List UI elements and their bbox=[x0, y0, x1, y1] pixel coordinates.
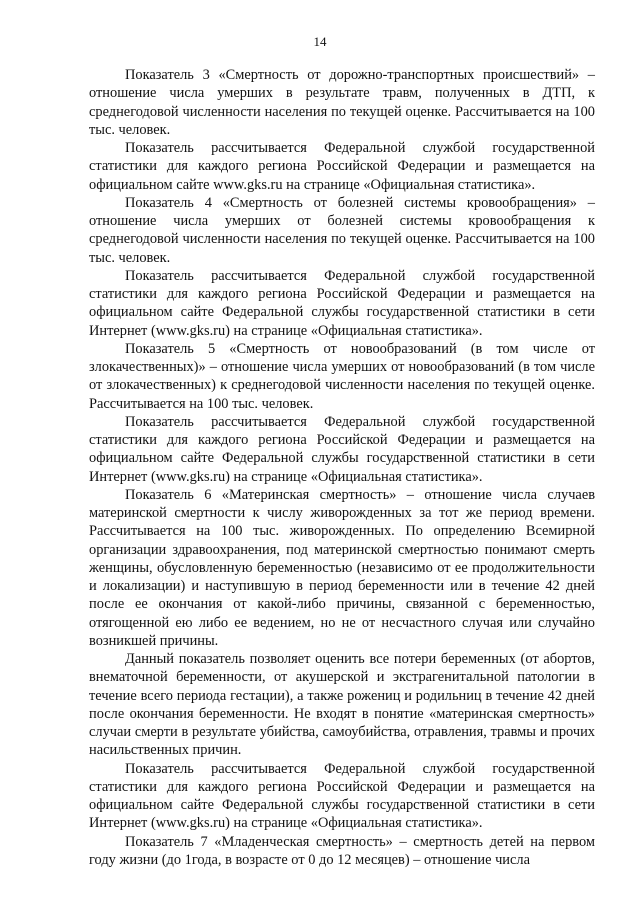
paragraph-indicator-4-source: Показатель рассчитывается Федеральной службой государственной статистики для каждого региона Российской Федерации и размещается на официальном сайте Федеральной службы государственной статистики в сети Интернет (www.gks.ru) на странице «Официальная статистика». bbox=[89, 267, 595, 339]
paragraph-indicator-5: Показатель 5 «Смертность от новообразований (в том числе от злокачественных)» – отношение числа умерших от новообразований (в том числе от злокачественных) к среднегодовой численности населения по текущей оценке. Рассчитывается на 100 тыс. человек. bbox=[89, 340, 595, 412]
page-number: 14 bbox=[313, 34, 327, 49]
paragraph-indicator-6: Показатель 6 «Материнская смертность» – отношение числа случаев материнской смертности к числу живорожденных за тот же период времени. Рассчитывается на 100 тыс. живорожденных. По определению Всемирной организации здравоохранения, под материнской смертностью понимают смерть женщины, обусловленную беременностью (независимо от ее продолжительности и локализации) и наступившую в период беременности или в течение 42 дней после ее окончания от какой-либо причины, связанной с беременностью, отягощенной ею либо ее ведением, но не от несчастного случая или случайно возникшей причины. bbox=[89, 486, 595, 649]
paragraph-indicator-6-source: Показатель рассчитывается Федеральной службой государственной статистики для каждого региона Российской Федерации и размещается на официальном сайте Федеральной службы государственной статистики в сети Интернет (www.gks.ru) на странице «Официальная статистика». bbox=[89, 760, 595, 832]
paragraph-indicator-3-source: Показатель рассчитывается Федеральной службой государственной статистики для каждого региона Российской Федерации и размещается на официальном сайте www.gks.ru на странице «Официальная статистика». bbox=[89, 140, 595, 193]
paragraph-indicator-6-description: Данный показатель позволяет оценить все потери беременных (от абортов, внематочной беременности, от акушерской и экстрагенитальной патологии в течение всего периода гестации), а также рожениц и родильниц в течение 42 дней после окончания беременности. Не входят в понятие «материнская смертность» случаи смерти в результате убийства, самоубийства, отравления, травмы и прочих насильственных причин. bbox=[89, 651, 595, 759]
paragraph-indicator-3: Показатель 3 «Смертность от дорожно-транспортных происшествий» – отношение числа умерших в результате травм, полученных в ДТП, к среднегодовой численности населения по текущей оценке. Рассчитывается на 100 тыс. человек. bbox=[89, 67, 595, 138]
paragraph-indicator-5-source: Показатель рассчитывается Федеральной службой государственной статистики для каждого региона Российской Федерации и размещается на официальном сайте Федеральной службы государственной статистики в сети Интернет (www.gks.ru) на странице «Официальная статистика». bbox=[89, 413, 595, 485]
body-text bbox=[89, 66, 595, 869]
paragraph-indicator-7: Показатель 7 «Младенческая смертность» – смертность детей на первом году жизни (до 1года, в возрасте от 0 до 12 месяцев) – отношение числа bbox=[89, 833, 595, 868]
paragraph-indicator-4: Показатель 4 «Смертность от болезней системы кровообращения» – отношение числа умерших от болезней системы кровообращения к среднегодовой численности населения по текущей оценке. Рассчитывается на 100 тыс. человек. bbox=[89, 194, 595, 266]
